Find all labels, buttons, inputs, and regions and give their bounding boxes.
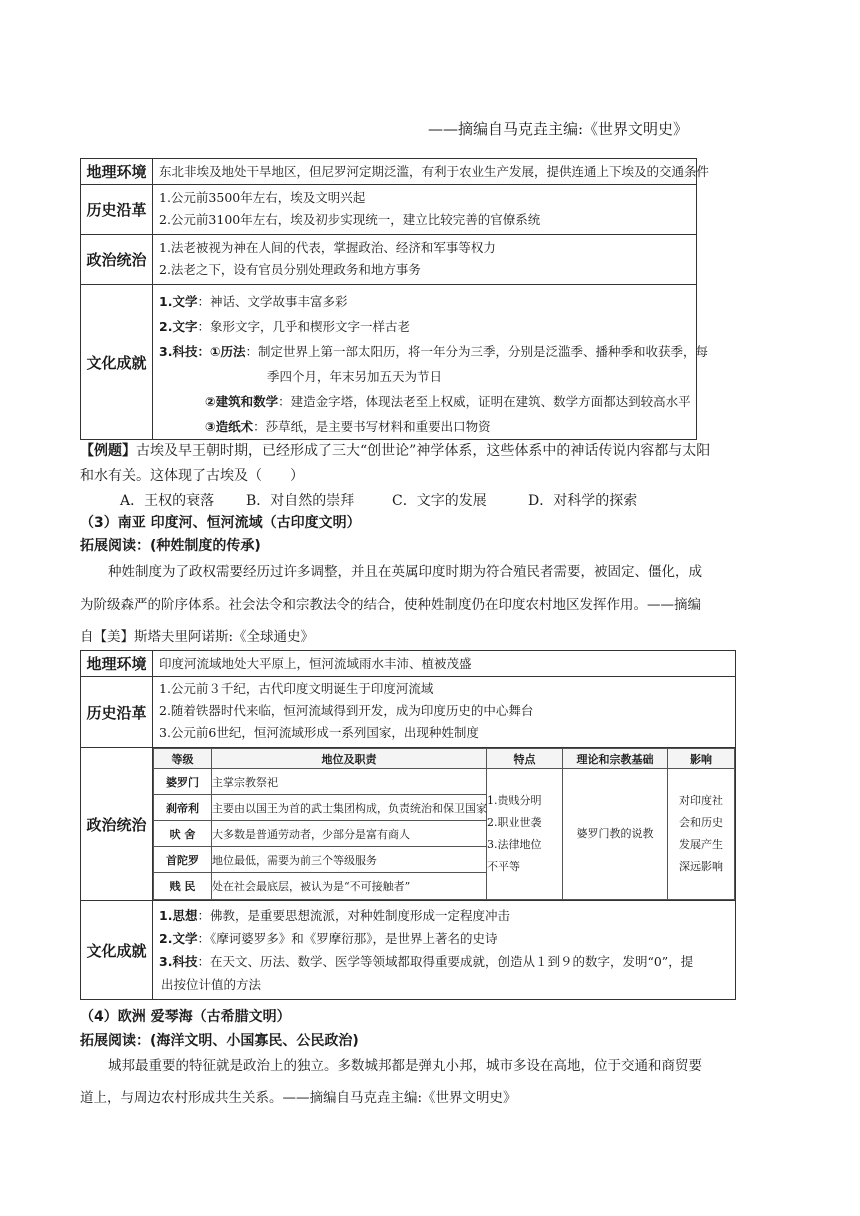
caste-col-header: 特点 bbox=[487, 749, 563, 769]
reading-paragraph: 城邦最重要的特征就是政治上的独立。多数城邦都是弹丸小邦，城市多设在高地，位于交通和商贸要 bbox=[108, 1058, 702, 1074]
culture-line: 1.文学：神话、文学故事丰富多彩 bbox=[159, 294, 348, 309]
row-head-history: 历史沿革 bbox=[81, 185, 153, 235]
row-head-culture: 文化成就 bbox=[81, 285, 153, 440]
culture-line: 1.思想：佛教，是重要思想流派，对种姓制度形成一定程度冲击 bbox=[159, 908, 510, 923]
reading-title-india: 拓展阅读：(种姓制度的传承) bbox=[80, 538, 261, 554]
culture-line: 出按位计值的方法 bbox=[161, 977, 262, 992]
reading-paragraph: 为阶级森严的阶序体系。社会法令和宗教法令的结合，使种姓制度仍在印度农村地区发挥作用。——摘编 bbox=[80, 597, 701, 613]
culture-line: 3.科技：在天文、历法、数学、医学等领域都取得重要成就，创造从１到９的数字，发明“0”，提 bbox=[159, 954, 694, 969]
row-head-history: 历史沿革 bbox=[81, 677, 153, 748]
culture-line: 季四个月，年末另加五天为节日 bbox=[267, 369, 443, 384]
culture-line: 2.文学：《摩诃婆罗多》和《罗摩衍那》，是世界上著名的史诗 bbox=[159, 931, 498, 946]
history-line: 1.公元前3500年左右，埃及文明兴起 bbox=[159, 190, 366, 205]
row-head-geography: 地理环境 bbox=[81, 159, 153, 185]
example-question-cont: 和水有关。这体现了古埃及（ ） bbox=[80, 468, 304, 484]
reading-paragraph: 自【美】斯塔夫里阿诺斯:《全球通史》 bbox=[80, 629, 315, 645]
caste-col-header: 地位及职责 bbox=[212, 749, 487, 769]
caste-duty: 大多数是普通劳动者，少部分是富有商人 bbox=[212, 821, 487, 847]
option-b: B．对自然的崇拜 bbox=[246, 493, 355, 509]
caste-col-header: 理论和宗教基础 bbox=[563, 749, 668, 769]
history-line: 2.公元前3100年左右，埃及初步实现统一，建立比较完善的官僚系统 bbox=[159, 212, 541, 227]
reading-paragraph: 道上，与周边农村形成共生关系。——摘编自马克垚主编:《世界文明史》 bbox=[80, 1090, 517, 1106]
caste-theory: 婆罗门教的说教 bbox=[563, 769, 668, 900]
reading-title-greece: 拓展阅读：(海洋文明、小国寡民、公民政治) bbox=[80, 1033, 359, 1049]
caste-name: 贱 民 bbox=[154, 873, 212, 900]
caste-features: 1.贵贱分明 2.职业世袭 3.法律地位 不平等 bbox=[487, 769, 563, 900]
geography-text: 印度河流域地处大平原上，恒河流域雨水丰沛、植被茂盛 bbox=[159, 655, 472, 671]
caste-duty: 主要由以国王为首的武士集团构成，负责统治和保卫国家 bbox=[212, 795, 487, 821]
politics-line: 1.法老被视为神在人间的代表，掌握政治、经济和军事等权力 bbox=[159, 240, 496, 255]
option-d: D．对科学的探索 bbox=[528, 493, 638, 509]
history-line: 3.公元前6世纪，恒河流域形成一系列国家，出现种姓制度 bbox=[159, 725, 479, 740]
option-c: C．文字的发展 bbox=[392, 493, 487, 509]
history-line: 2.随着铁器时代来临，恒河流域得到开发，成为印度历史的中心舞台 bbox=[159, 703, 534, 718]
example-label: 【例题】 bbox=[80, 443, 136, 459]
caste-name: 刹帝利 bbox=[154, 795, 212, 821]
history-line: 1.公元前３千纪，古代印度文明诞生于印度河流域 bbox=[159, 681, 434, 696]
politics-line: 2.法老之下，设有官员分别处理政务和地方事务 bbox=[159, 262, 421, 277]
caste-col-header: 影响 bbox=[668, 749, 735, 769]
caste-col-header: 等级 bbox=[154, 749, 212, 769]
india-civilization-table bbox=[80, 650, 736, 1000]
egypt-civilization-table bbox=[80, 158, 710, 440]
caste-name: 吠 舍 bbox=[154, 821, 212, 847]
option-a: A．王权的衰落 bbox=[120, 493, 215, 509]
caste-influence: 对印度社 会和历史 发展产生 深远影响 bbox=[668, 769, 735, 900]
example-question: 【例题】古埃及早王朝时期，已经形成了三大“创世论”神学体系，这些体系中的神话传说内容都与太阳 bbox=[80, 443, 711, 459]
section-heading-india: （3）南亚 印度河、恒河流域（古印度文明） bbox=[80, 515, 361, 531]
caste-duty: 地位最低，需要为前三个等级服务 bbox=[212, 847, 487, 873]
row-head-politics: 政治统治 bbox=[81, 235, 153, 285]
culture-line: 2.文字：象形文字，几乎和楔形文字一样古老 bbox=[159, 319, 410, 334]
caste-name: 婆罗门 bbox=[154, 769, 212, 795]
caste-name: 首陀罗 bbox=[154, 847, 212, 873]
reading-paragraph: 种姓制度为了政权需要经历过许多调整，并且在英属印度时期为符合殖民者需要，被固定、僵化，成 bbox=[108, 564, 702, 580]
caste-duty: 主掌宗教祭祀 bbox=[212, 769, 487, 795]
culture-line: ③造纸术：莎草纸，是主要书写材料和重要出口物资 bbox=[205, 419, 491, 434]
section-heading-greece: （4）欧洲 爱琴海（古希腊文明） bbox=[80, 1009, 291, 1025]
source-citation: ——摘编自马克垚主编:《世界文明史》 bbox=[427, 120, 688, 138]
culture-line: 3.科技：①历法：制定世界上第一部太阳历，将一年分为三季，分别是泛滥季、播种季和收获季，每 bbox=[159, 344, 709, 359]
row-head-politics: 政治统治 bbox=[81, 748, 153, 901]
row-head-geography: 地理环境 bbox=[81, 651, 153, 677]
row-head-culture: 文化成就 bbox=[81, 901, 153, 1000]
culture-line: ②建筑和数学：建造金字塔，体现法老至上权威，证明在建筑、数学方面都达到较高水平 bbox=[205, 394, 691, 409]
geography-text: 东北非埃及地处干旱地区，但尼罗河定期泛滥，有利于农业生产发展，提供连通上下埃及的交通条件 bbox=[159, 163, 710, 179]
caste-system-table bbox=[153, 748, 735, 900]
caste-duty: 处在社会最底层，被认为是“不可接触者” bbox=[212, 873, 487, 900]
